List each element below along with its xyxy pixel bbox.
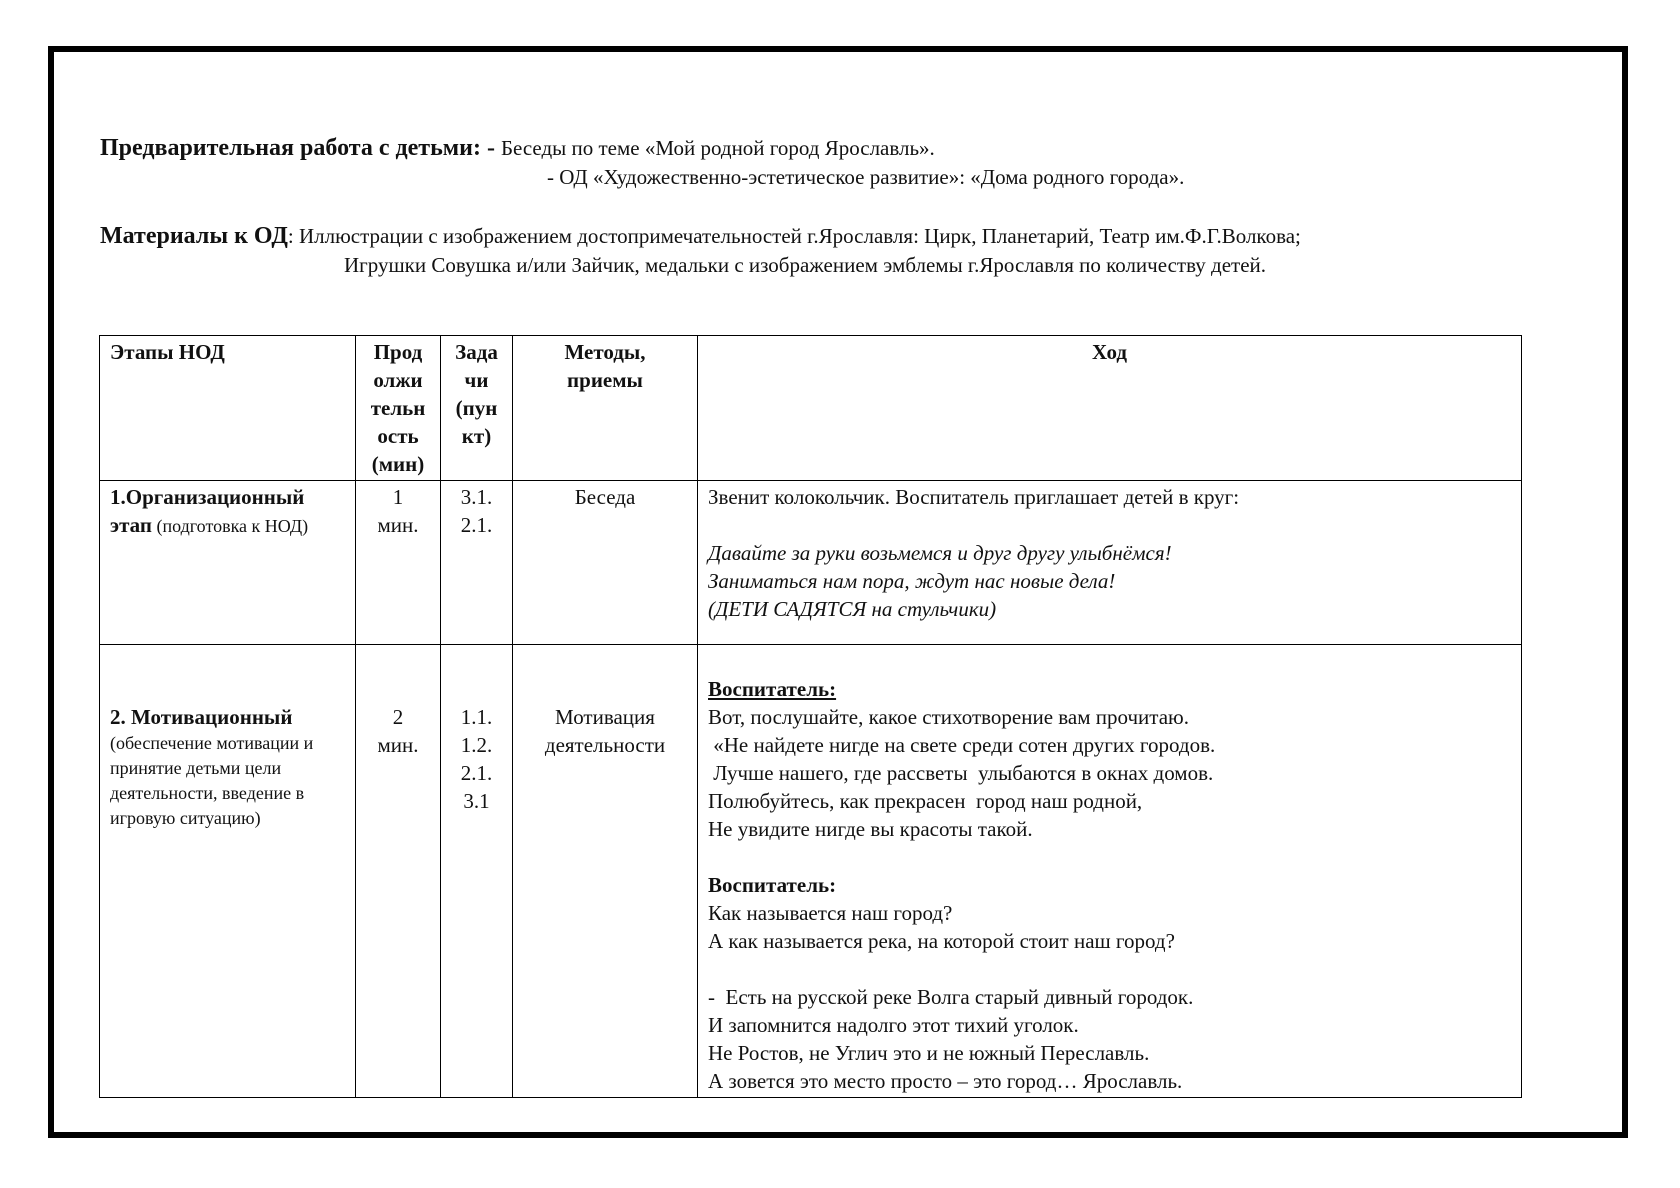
task-item: 2.1. (460, 761, 493, 785)
poem-line: А зовется это место просто – это город… Ярославль. (708, 1069, 1183, 1093)
header-tasks-line: (пун (455, 396, 498, 420)
poem-line: Полюбуйтесь, как прекрасен город наш родной, (708, 789, 1143, 813)
duration-cell (356, 645, 441, 1098)
table-header-row (100, 336, 1522, 481)
question-line: А как называется река, на которой стоит наш город? (708, 929, 1175, 953)
course-intro: Звенит колокольчик. Воспитатель приглашает детей в круг: (708, 485, 1240, 509)
header-methods-line: приемы (567, 368, 643, 392)
preliminary-work-item-2: - ОД «Художественно-эстетическое развитие»: «Дома родного города». (547, 165, 1185, 189)
poem-line: Вот, послушайте, какое стихотворение вам прочитаю. (708, 705, 1189, 729)
duration-value: 1 (392, 485, 404, 509)
poem-line: Не увидите нигде вы красоты такой. (708, 817, 1033, 841)
header-methods-line: Методы, (564, 340, 646, 364)
header-duration-line: Прод (373, 340, 423, 364)
verse-line: (ДЕТИ САДЯТСЯ на стульчики) (708, 597, 997, 621)
task-item: 3.1 (463, 789, 490, 813)
preliminary-work-item-1: Беседы по теме «Мой родной город Ярославль». (500, 136, 935, 160)
task-item: 1.1. (460, 705, 493, 729)
preliminary-work-line-1 (100, 134, 935, 163)
course-cell (698, 481, 1522, 645)
duration-value: 2 (392, 705, 404, 729)
speaker-label: Воспитатель: (708, 873, 837, 897)
stage-title (110, 703, 345, 731)
table-row (100, 481, 1522, 645)
verse-line: Заниматься нам пора, ждут нас новые дела! (708, 569, 1116, 593)
stage-title-text: . Мотивационный (120, 705, 293, 729)
preliminary-work-dash: - (480, 135, 501, 161)
stage-cell (100, 645, 356, 1098)
question-line: Как называется наш город? (708, 901, 953, 925)
stage-title-part: этап (110, 513, 152, 537)
materials-text-1: : Иллюстрации с изображением достопримечательностей г.Ярославля: Цирк, Планетарий, Театр им.Ф.Г.Волкова; (287, 224, 1301, 248)
materials-label: Материалы к ОД (100, 223, 288, 249)
header-duration-line: тельн (370, 396, 426, 420)
header-course: Ход (698, 336, 1522, 481)
poem-line: - Есть на русской реке Волга старый дивный городок. (708, 985, 1194, 1009)
stage-subtitle: (подготовка к НОД) (151, 516, 309, 536)
duration-unit: мин. (377, 513, 419, 537)
method-line: Мотивация (555, 705, 655, 729)
poem-line: «Не найдете нигде на свете среди сотен других городов. (708, 733, 1216, 757)
task-item: 2.1. (460, 513, 493, 537)
poem-line: Не Ростов, не Углич это и не южный Переславль. (708, 1041, 1150, 1065)
duration-unit: мин. (377, 733, 419, 757)
spacer (708, 955, 1511, 983)
duration-cell (356, 481, 441, 645)
header-duration (356, 336, 441, 481)
preliminary-work-label: Предварительная работа с детьми: (100, 135, 481, 161)
poem-line: Лучше нашего, где рассветы улыбаются в окнах домов. (708, 761, 1214, 785)
table-row (100, 645, 1522, 1098)
speaker-label: Воспитатель: (708, 677, 837, 701)
spacer (708, 843, 1511, 871)
materials-line-1 (100, 222, 1301, 251)
task-item: 3.1. (460, 485, 493, 509)
header-tasks-line: кт) (461, 424, 492, 448)
verse-line: Давайте за руки возьмемся и друг другу улыбнёмся! (708, 541, 1172, 565)
stage-cell (100, 481, 356, 645)
header-duration-line: (мин) (371, 452, 425, 476)
methods-cell (513, 645, 698, 1098)
materials-section (100, 222, 1301, 280)
stage-subtitle: (обеспечение мотивации и принятие детьми цели деятельности, введение в игровую ситуацию) (110, 733, 314, 828)
course-cell (698, 645, 1522, 1098)
header-tasks-line: чи (464, 368, 489, 392)
header-tasks-line: Зада (455, 340, 498, 364)
header-tasks (441, 336, 513, 481)
materials-text-2: Игрушки Совушка и/или Зайчик, медальки с изображением эмблемы г.Ярославля по количеству детей. (344, 253, 1267, 277)
lesson-table (99, 335, 1522, 1098)
header-methods (513, 336, 698, 481)
methods-cell: Беседа (513, 481, 698, 645)
header-duration-line: ость (377, 424, 419, 448)
header-stages: Этапы НОД (100, 336, 356, 481)
header-duration-line: олжи (373, 368, 423, 392)
tasks-cell (441, 645, 513, 1098)
stage-line-2 (110, 511, 345, 539)
stage-number: 2 (110, 705, 121, 729)
poem-line: И запомнится надолго этот тихий уголок. (708, 1013, 1079, 1037)
method-line: деятельности (544, 733, 666, 757)
spacer (708, 511, 1511, 539)
task-item: 1.2. (460, 733, 493, 757)
preliminary-work-section (100, 134, 1185, 189)
tasks-cell (441, 481, 513, 645)
stage-title: 1.Организационный (110, 485, 305, 509)
